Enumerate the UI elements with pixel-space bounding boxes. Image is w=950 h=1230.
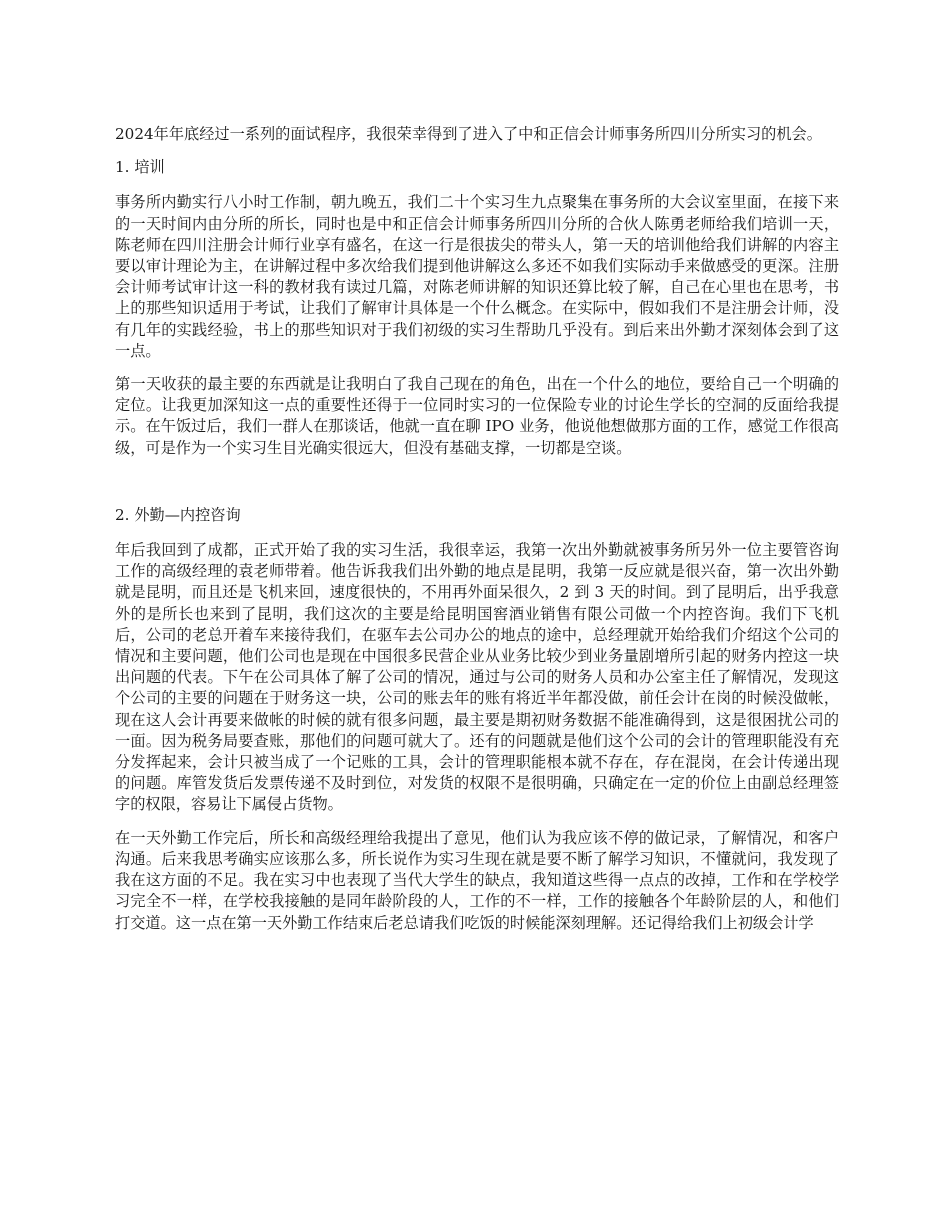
field-work-paragraph-2: 在一天外勤工作完后，所长和高级经理给我提出了意见，他们认为我应该不停的做记录，了解情况，和客户沟通。后来我思考确实应该那么多，所长说作为实习生现在就是要不断了解学习知识，不懂就问，我发现了我在这方面的不足。我在实习中也表现了当代大学生的缺点，我知道这些得一点点的改掉，工作和在学校学习完全不一样，在学校我接触的是同年龄阶段的人，工作的不一样，工作的接触各个年龄阶层的人，和他们打交道。这一点在第一天外勤工作结束后老总请我们吃饭的时候能深刻理解。还记得给我们上初级会计学 xyxy=(115,828,839,932)
section-heading-training: 1. 培训 xyxy=(115,158,165,177)
intro-paragraph: 2024年年底经过一系列的面试程序，我很荣幸得到了进入了中和正信会计师事务所四川分所实习的机会。 xyxy=(115,125,822,143)
document-body xyxy=(115,124,839,946)
section-spacer xyxy=(115,471,839,505)
section-heading-field-work: 2. 外勤—内控咨询 xyxy=(115,505,241,524)
training-paragraph-1: 事务所内勤实行八小时工作制，朝九晚五，我们二十个实习生九点聚集在事务所的大会议室里面，在接下来的一天时间内由分所的所长，同时也是中和正信会计师事务所四川分所的合伙人陈勇老师给我们培训一天，陈老师在四川注册会计师行业享有盛名，在这一行是很拔尖的带头人，第一天的培训他给我们讲解的内容主要以审计理论为主，在讲解过程中多次给我们提到他讲解这么多还不如我们实际动手来做感受的更深。注册会计师考试审计这一科的教材我有读过几篇，对陈老师讲解的知识还算比较了解，自己在心里也在思考，书上的那些知识适用于考试，让我们了解审计具体是一个什么概念。在实际中，假如我们不是注册会计师，没有几年的实践经验，书上的那些知识对于我们初级的实习生帮助几乎没有。到后来出外勤才深刻体会到了这一点。 xyxy=(115,193,839,360)
training-paragraph-2: 第一天收获的最主要的东西就是让我明白了我自己现在的角色，出在一个什么的地位，要给自己一个明确的定位。让我更加深知这一点的重要性还得于一位同时实习的一位保险专业的讨论生学长的空洞的反面给我提示。在午饭过后，我们一群人在那谈话，他就一直在聊 IPO 业务，他说他想做那方面的工作，感觉工作很高级，可是作为一个实习生目光确实很远大，但没有基础支撑，一切都是空谈。 xyxy=(115,375,839,457)
field-work-paragraph-1: 年后我回到了成都，正式开始了我的实习生活，我很幸运，我第一次出外勤就被事务所另外一位主要管咨询工作的高级经理的袁老师带着。他告诉我我们出外勤的地点是昆明，我第一反应就是很兴奋，第一次出外勤就是昆明，而且还是飞机来回，速度很快的，不用再外面呆很久，2 到 3 天的时间。到了昆明后，出乎我意外的是所长也来到了昆明，我们这次的主要是给昆明国窖酒业销售有限公司做一个内控咨询。我们下飞机后，公司的老总开着车来接待我们，在驱车去公司办公的地点的途中，总经理就开始给我们介绍这个公司的情况和主要问题，他们公司也是现在中国很多民营企业从业务比较少到业务量剧增所引起的财务内控这一块出问题的代表。下午在公司具体了解了公司的情况，通过与公司的财务人员和办公室主任了解情况，发现这个公司的主要的问题在于财务这一块，公司的账去年的账有将近半年都没做，前任会计在岗的时候没做帐，现在这人会计再要来做帐的时候的就有很多问题，最主要是期初财务数据不能准确得到，这是很困扰公司的一面。因为税务局要查账，那他们的问题可就大了。还有的问题就是他们这个公司的会计的管理职能没有充分发挥起来，会计只被当成了一个记账的工具，会计的管理职能根本就不存在，存在混岗，在会计传递出现的问题。库管发货后发票传递不及时到位，对发货的权限不是很明确，只确定在一定的价位上由副总经理签字的权限，容易让下属侵占货物。 xyxy=(115,541,839,814)
